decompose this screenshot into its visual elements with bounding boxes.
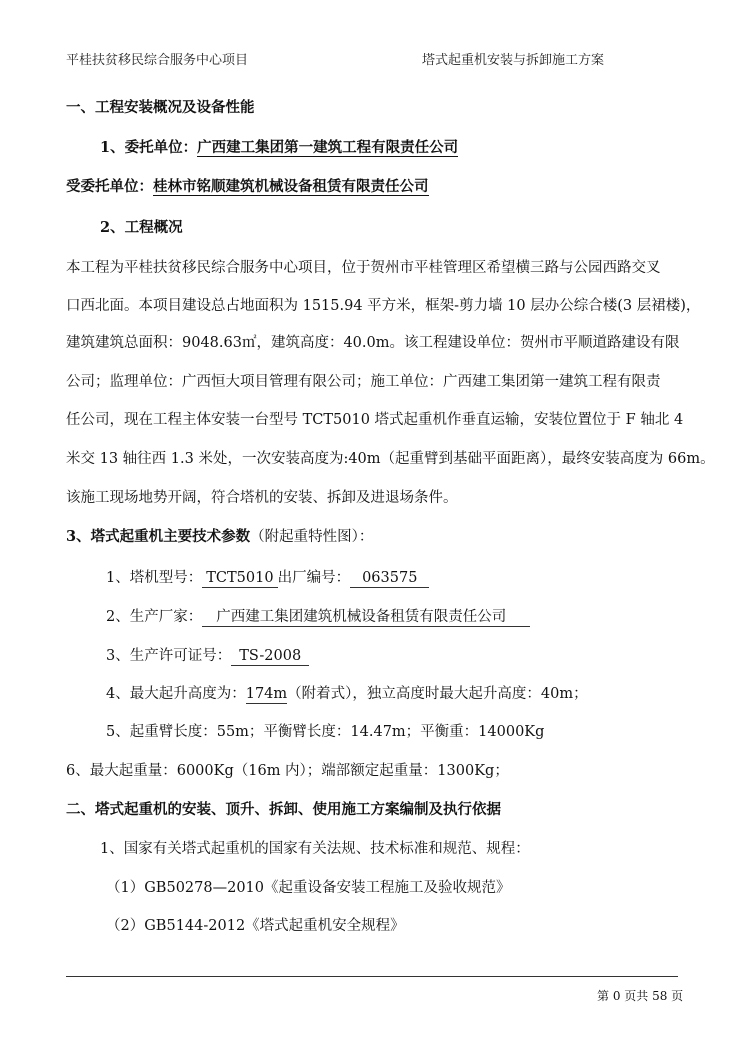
overview-line: 该施工现场地势开阔，符合塔机的安装、拆卸及进退场条件。 bbox=[66, 490, 458, 506]
overview-line: 口西北面。本项目建设总占地面积为 1515.94 平方米，框架-剪力墙 10 层办公综合楼(3 层裙楼)， bbox=[66, 298, 701, 314]
contractor-line: 受委托单位：桂林市铭顺建筑机械设备租赁有限责任公司 bbox=[66, 178, 429, 195]
reference-2: （2）GB5144-2012《塔式起重机安全规程》 bbox=[106, 918, 405, 934]
overview-line: 任公司，现在工程主体安装一台型号 TCT5010 塔式起重机作垂直运输，安装位置位于 F 轴北 4 bbox=[66, 412, 684, 428]
param-max-height: 4、最大起升高度为：174m（附着式），独立高度时最大起升高度：40m； bbox=[106, 686, 588, 702]
section2-title: 二、塔式起重机的安装、顶升、拆卸、使用施工方案编制及执行依据 bbox=[66, 801, 501, 818]
client-line: 1、委托单位：广西建工集团第一建筑工程有限责任公司 bbox=[100, 139, 459, 156]
header-project: 平桂扶贫移民综合服务中心项目 bbox=[66, 53, 249, 68]
section1-title: 一、工程安装概况及设备性能 bbox=[66, 99, 255, 116]
param-jib: 5、起重臂长度：55m；平衡臂长度：14.47m；平衡重：14000Kg bbox=[106, 724, 545, 740]
overview-line: 公司；监理单位：广西恒大项目管理有限公司；施工单位：广西建工集团第一建筑工程有限责 bbox=[66, 374, 661, 390]
footer-divider bbox=[66, 976, 678, 977]
overview-line: 建筑建筑总面积：9048.63㎡，建筑高度：40.0m。该工程建设单位：贺州市平顺道路建设有限 bbox=[66, 335, 680, 351]
reference-1: （1）GB50278—2010《起重设备安装工程施工及验收规范》 bbox=[106, 880, 511, 896]
overview-line: 米交 13 轴往西 1.3 米处，一次安装高度为:40m（起重臂到基础平面距离），最终安装高度为 66m。 bbox=[66, 451, 715, 467]
overview-line: 本工程为平桂扶贫移民综合服务中心项目，位于贺州市平桂管理区希望横三路与公园西路交叉 bbox=[66, 260, 661, 276]
param-load: 6、最大起重量：6000Kg（16m 内）；端部额定起重量：1300Kg； bbox=[66, 763, 509, 779]
header-doc-title: 塔式起重机安装与拆卸施工方案 bbox=[422, 53, 605, 68]
param-model: 1、塔机型号： TCT5010 出厂编号： 063575 bbox=[106, 569, 429, 588]
section2-item1: 1、国家有关塔式起重机的国家有关法规、技术标准和规范、规程： bbox=[100, 841, 530, 857]
page-number: 第 0 页共 58 页 bbox=[597, 989, 684, 1003]
params-title: 3、塔式起重机主要技术参数（附起重特性图）： bbox=[66, 528, 374, 545]
param-manufacturer: 2、生产厂家： 广西建工集团建筑机械设备租赁有限责任公司 bbox=[106, 608, 530, 627]
param-license: 3、生产许可证号： TS-2008 bbox=[106, 647, 309, 666]
overview-title: 2、工程概况 bbox=[100, 219, 183, 236]
